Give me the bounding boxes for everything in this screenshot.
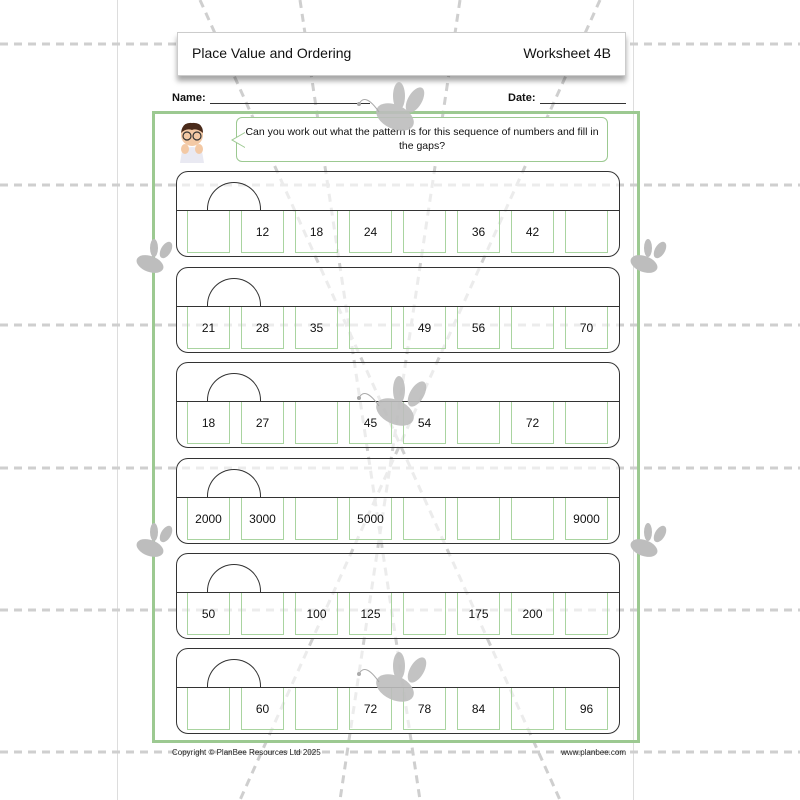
number-cell[interactable] — [403, 593, 446, 635]
sequence-row — [176, 458, 620, 544]
number-cell[interactable] — [403, 498, 446, 540]
number-cell[interactable]: 78 — [403, 688, 446, 730]
date-line[interactable] — [540, 103, 626, 104]
number-cell[interactable] — [241, 593, 284, 635]
number-cell[interactable] — [511, 307, 554, 349]
bee-watermark-icon — [355, 372, 435, 442]
number-cell[interactable]: 54 — [403, 402, 446, 444]
bee-watermark-icon — [122, 522, 178, 562]
bee-watermark-icon — [616, 522, 672, 562]
number-cell[interactable] — [295, 402, 338, 444]
number-cell[interactable] — [457, 402, 500, 444]
name-line[interactable] — [210, 103, 370, 104]
number-cell[interactable]: 28 — [241, 307, 284, 349]
number-cell[interactable] — [403, 211, 446, 253]
name-field[interactable] — [172, 92, 370, 104]
number-cell[interactable]: 18 — [295, 211, 338, 253]
number-cell[interactable] — [565, 211, 608, 253]
worksheet-number: Worksheet 4B — [523, 45, 611, 61]
number-cell[interactable]: 49 — [403, 307, 446, 349]
number-cell[interactable]: 72 — [349, 688, 392, 730]
number-cell[interactable]: 125 — [349, 593, 392, 635]
date-field[interactable] — [508, 92, 626, 104]
jump-arc — [207, 278, 261, 306]
child-avatar-icon — [177, 121, 207, 163]
worksheet-title: Place Value and Ordering — [192, 45, 352, 61]
number-cell[interactable]: 18 — [187, 402, 230, 444]
number-cell[interactable]: 24 — [349, 211, 392, 253]
bee-watermark-icon — [355, 82, 435, 152]
number-cell[interactable] — [565, 402, 608, 444]
number-cell[interactable] — [187, 211, 230, 253]
number-cell[interactable]: 2000 — [187, 498, 230, 540]
number-cell[interactable]: 70 — [565, 307, 608, 349]
sequence-row — [176, 171, 620, 257]
number-cell[interactable]: 21 — [187, 307, 230, 349]
number-cell[interactable]: 45 — [349, 402, 392, 444]
number-cell[interactable] — [295, 688, 338, 730]
number-cell[interactable] — [565, 593, 608, 635]
number-cell[interactable]: 12 — [241, 211, 284, 253]
copyright-text: Copyright © PlanBee Resources Ltd 2025 — [172, 748, 321, 757]
number-cell[interactable]: 84 — [457, 688, 500, 730]
number-cell[interactable]: 60 — [241, 688, 284, 730]
number-cell[interactable]: 175 — [457, 593, 500, 635]
sequence-row — [176, 553, 620, 639]
prompt-text: Can you work out what the pattern is for this sequence of numbers and fill in the gaps? — [245, 126, 599, 152]
jump-arc — [207, 659, 261, 687]
number-cell[interactable] — [511, 688, 554, 730]
number-cell[interactable]: 56 — [457, 307, 500, 349]
number-cell[interactable]: 42 — [511, 211, 554, 253]
sequence-row — [176, 267, 620, 353]
number-cell[interactable]: 200 — [511, 593, 554, 635]
number-cell[interactable]: 9000 — [565, 498, 608, 540]
number-cell[interactable]: 96 — [565, 688, 608, 730]
bee-watermark-icon — [355, 648, 435, 718]
number-cell[interactable]: 27 — [241, 402, 284, 444]
number-cell[interactable]: 35 — [295, 307, 338, 349]
number-cell[interactable] — [511, 498, 554, 540]
date-label: Date: — [508, 92, 536, 104]
number-cell[interactable] — [349, 307, 392, 349]
number-cell[interactable]: 3000 — [241, 498, 284, 540]
name-label: Name: — [172, 92, 206, 104]
number-cell[interactable]: 100 — [295, 593, 338, 635]
number-cell[interactable] — [457, 498, 500, 540]
website-link[interactable]: www.planbee.com — [561, 748, 626, 757]
number-cell[interactable] — [187, 688, 230, 730]
title-banner — [177, 32, 626, 76]
jump-arc — [207, 373, 261, 401]
number-cell[interactable]: 5000 — [349, 498, 392, 540]
number-cell[interactable]: 72 — [511, 402, 554, 444]
number-cell[interactable]: 50 — [187, 593, 230, 635]
number-cell[interactable]: 36 — [457, 211, 500, 253]
bee-watermark-icon — [616, 238, 672, 278]
number-cell[interactable] — [295, 498, 338, 540]
jump-arc — [207, 182, 261, 210]
bee-watermark-icon — [122, 238, 178, 278]
jump-arc — [207, 469, 261, 497]
jump-arc — [207, 564, 261, 592]
